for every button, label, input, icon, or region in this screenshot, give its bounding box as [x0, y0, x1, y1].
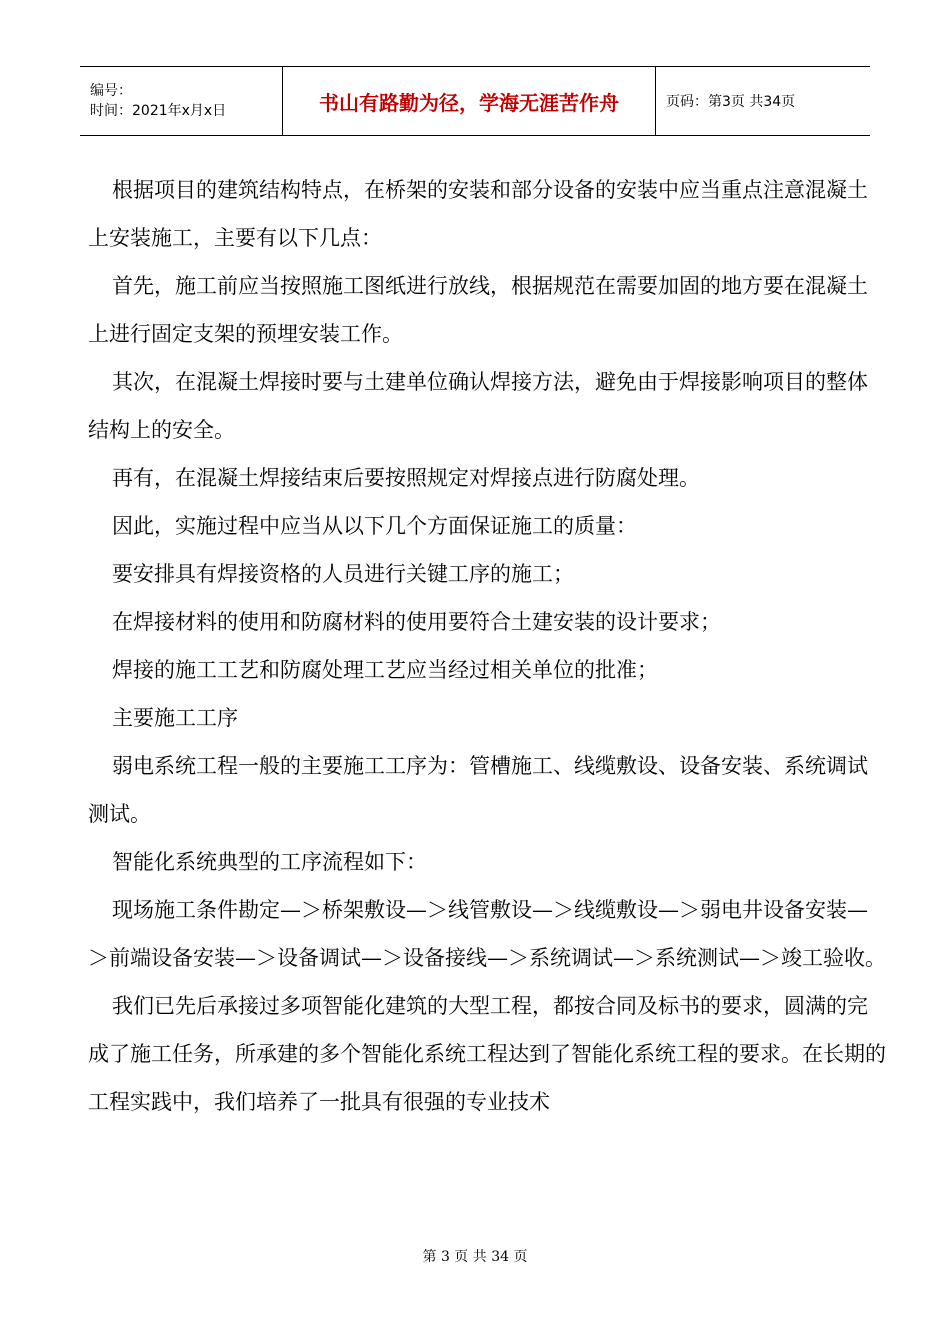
- document-number-label: 编号：: [90, 83, 132, 99]
- paragraph: 焊接的施工工艺和防腐处理工艺应当经过相关单位的批准；: [112, 658, 658, 682]
- page-header: [80, 66, 870, 136]
- page-footer: 第 3 页 共 34 页: [422, 1249, 528, 1265]
- paragraph: 根据项目的建筑结构特点，在桥架的安装和部分设备的安装中应当重点注意混凝土上安装施工，主要有以下几点：: [88, 178, 868, 250]
- paragraph: 因此，实施过程中应当从以下几个方面保证施工的质量：: [112, 514, 637, 538]
- document-time: 时间：2021年x月x日: [90, 103, 227, 119]
- header-meta: [80, 67, 283, 135]
- paragraph: 我们已先后承接过多项智能化建筑的大型工程，都按合同及标书的要求，圆满的完成了施工任务，所承建的多个智能化系统工程达到了智能化系统工程的要求。在长期的工程实践中，我们培养了一批具有很强的专业技术: [88, 994, 886, 1114]
- paragraph: 弱电系统工程一般的主要施工工序为：管槽施工、线缆敷设、设备安装、系统调试测试。: [88, 754, 868, 826]
- section-heading: 主要施工工序: [112, 706, 238, 730]
- document-body: [88, 166, 888, 1126]
- header-motto: 书山有路勤为径，学海无涯苦作舟: [283, 67, 656, 135]
- header-page-info: 页码：第3页 共34页: [666, 94, 796, 110]
- process-flow: 现场施工条件勘定—＞桥架敷设—＞线管敷设—＞线缆敷设—＞弱电井设备安装—＞前端设备安装—＞设备调试—＞设备接线—＞系统调试—＞系统测试—＞竣工验收。: [88, 898, 886, 970]
- paragraph: 要安排具有焊接资格的人员进行关键工序的施工；: [112, 562, 574, 586]
- paragraph: 首先，施工前应当按照施工图纸进行放线，根据规范在需要加固的地方要在混凝土上进行固定支架的预埋安装工作。: [88, 274, 868, 346]
- paragraph: 其次，在混凝土焊接时要与土建单位确认焊接方法，避免由于焊接影响项目的整体结构上的安全。: [88, 370, 868, 442]
- paragraph: 在焊接材料的使用和防腐材料的使用要符合土建安装的设计要求；: [112, 610, 721, 634]
- paragraph: 智能化系统典型的工序流程如下：: [112, 850, 427, 874]
- paragraph: 再有，在混凝土焊接结束后要按照规定对焊接点进行防腐处理。: [112, 466, 700, 490]
